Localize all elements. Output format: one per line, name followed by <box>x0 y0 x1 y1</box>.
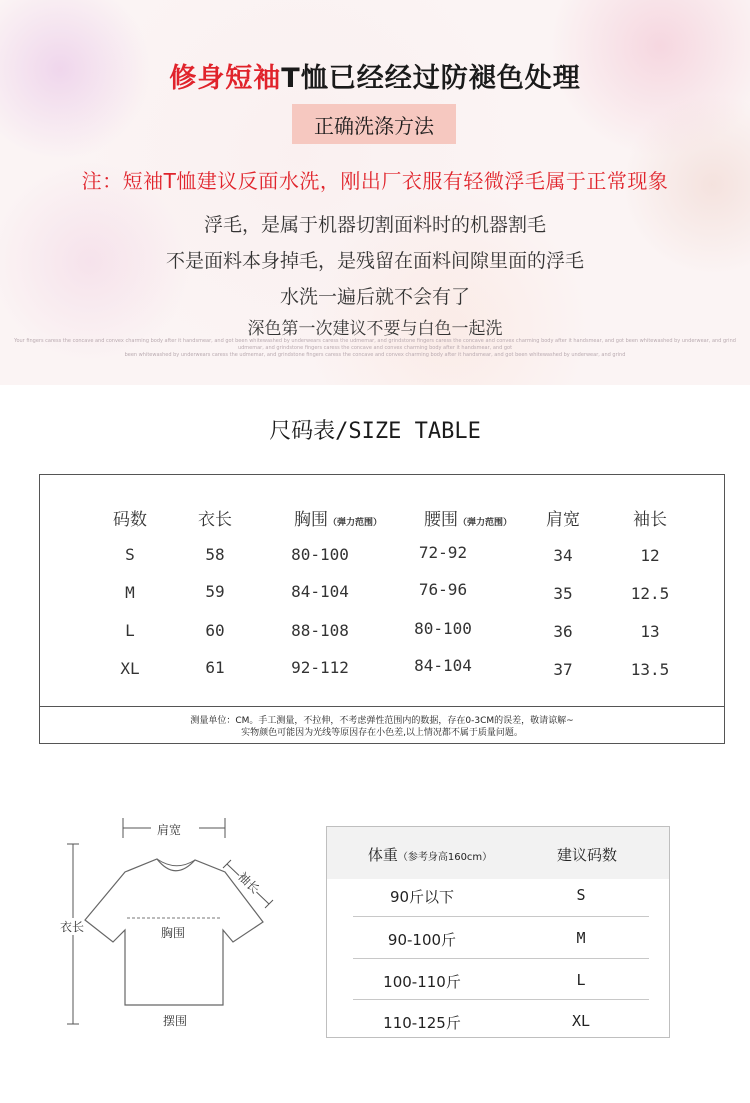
header-weight: 体重（参考身高160cm） <box>367 846 493 864</box>
table-cell: 88-108 <box>291 621 349 640</box>
table-cell: M <box>125 583 135 602</box>
table-cell: 92-112 <box>291 658 349 677</box>
length-label: 衣长 <box>60 920 85 934</box>
table-cell: 61 <box>205 658 225 677</box>
table-cell: 58 <box>205 545 225 564</box>
shoulder-label: 肩宽 <box>157 823 182 837</box>
washing-note: 注：短袖T恤建议反面水洗，刚出厂衣服有轻微浮毛属于正常现象 <box>81 169 669 193</box>
table-cell: 13 <box>640 622 660 641</box>
tip-line: 深色第一次建议不要与白色一起洗 <box>247 319 503 339</box>
measurement-note: 测量单位：CM。手工测量，不拉伸，不考虑弹性范围内的数据，存在0-3CM的误差，敬请谅解~ <box>190 716 574 726</box>
table-divider <box>40 706 724 707</box>
table-cell: 80-100 <box>414 619 472 638</box>
table-cell: 35 <box>553 584 573 603</box>
size-cell: L <box>576 971 586 989</box>
table-cell: 72-92 <box>418 543 468 562</box>
size-cell: S <box>576 886 586 904</box>
header-suggested-size: 建议码数 <box>556 846 617 864</box>
size-cell: XL <box>571 1012 591 1030</box>
decorative-fine-print: Your fingers caress the concave and convex charming body after it handsmear, and got been whitewashed by underwears caress the udmemar, and grindstone fingers caress the concave and convex charming body after it handsmear, and got been whitewashed by underwear, and grind <box>14 338 736 344</box>
table-cell: 60 <box>205 621 225 640</box>
table-cell: 59 <box>205 582 225 601</box>
size-table-grid <box>40 475 724 705</box>
table-cell: 12 <box>640 546 660 565</box>
table-cell: 13.5 <box>630 660 670 679</box>
weight-cell: 90斤以下 <box>389 888 455 906</box>
care-banner <box>0 0 750 385</box>
table-cell: 36 <box>553 622 573 641</box>
care-title-black: T恤已经经过防褪色处理 <box>281 63 581 94</box>
tip-line: 不是面料本身掉毛，是残留在面料间隙里面的浮毛 <box>165 250 584 272</box>
table-cell: 37 <box>553 660 573 679</box>
size-cell: M <box>576 929 586 947</box>
row-divider <box>353 999 649 1000</box>
size-table-title: 尺码表/SIZE TABLE <box>269 419 481 444</box>
header-size: 码数 <box>113 510 147 530</box>
weight-size-table <box>326 826 670 1038</box>
header-chest: 胸围（弹力范围） <box>293 510 382 530</box>
row-divider <box>353 916 649 917</box>
table-cell: 34 <box>553 546 573 565</box>
row-divider <box>353 958 649 959</box>
care-title-red: 修身短袖 <box>169 63 282 94</box>
header-length: 衣长 <box>198 510 232 530</box>
tip-line: 浮毛，是属于机器切割面料时的机器割毛 <box>203 214 546 236</box>
size-table <box>39 474 725 744</box>
tshirt-measure-diagram <box>55 812 295 1042</box>
care-title <box>0 56 750 95</box>
weight-cell: 90-100斤 <box>387 931 457 949</box>
table-cell: 84-104 <box>414 656 472 675</box>
hem-label: 摆围 <box>163 1014 188 1028</box>
table-cell: 76-96 <box>418 580 468 599</box>
header-waist: 腰围（弹力范围） <box>423 510 512 530</box>
table-cell: S <box>125 545 135 564</box>
decorative-fine-print: udmemar, and grindstone fingers caress the concave and convex charming body after it handsmear, and got <box>237 345 513 351</box>
table-cell: 80-100 <box>291 545 349 564</box>
header-sleeve: 袖长 <box>633 510 667 530</box>
table-cell: 12.5 <box>630 584 670 603</box>
chest-label: 胸围 <box>161 926 186 940</box>
table-cell: L <box>125 621 135 640</box>
weight-cell: 100-110斤 <box>383 973 461 991</box>
weight-table-header <box>327 827 669 879</box>
header-shoulder: 肩宽 <box>546 510 580 530</box>
weight-cell: 110-125斤 <box>383 1014 461 1032</box>
sleeve-label: 袖长 <box>235 869 263 897</box>
decorative-fine-print: been whitewashed by underwears caress the udmemar, and grindstone fingers caress the concave and convex charming body after it handsmear, and got been whitewashed by underwear, and grind <box>124 352 626 358</box>
table-cell: 84-104 <box>291 582 349 601</box>
tip-line: 水洗一遍后就不会有了 <box>279 286 470 308</box>
table-cell: XL <box>120 659 140 678</box>
color-note: 实物颜色可能因为光线等原因存在小色差,以上情况都不属于质量问题。 <box>241 728 523 738</box>
washing-method-label: 正确洗涤方法 <box>292 104 456 144</box>
